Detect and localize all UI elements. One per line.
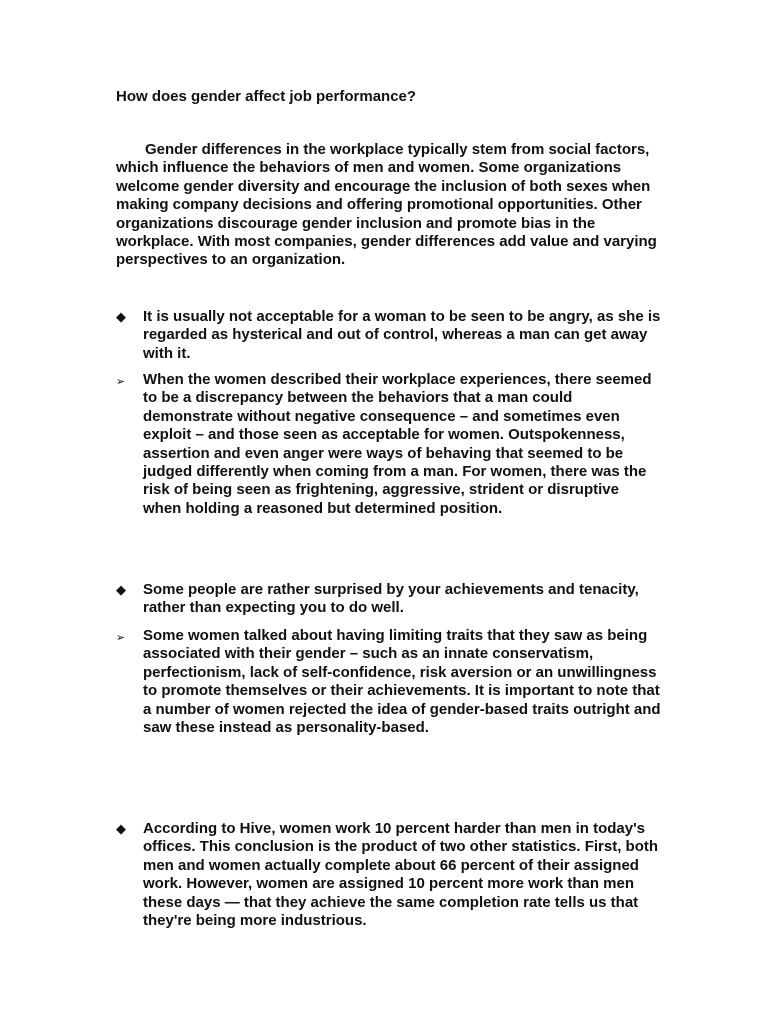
arrowhead-bullet-icon: ➢	[116, 375, 126, 388]
document-title: How does gender affect job performance?	[116, 88, 417, 105]
arrowhead-bullet-icon: ➢	[116, 631, 126, 644]
list-item	[116, 627, 661, 737]
list-item	[116, 371, 661, 518]
list-item-text: It is usually not acceptable for a woman to be seen to be angry, as she is regarded as hysterical and out of control, whereas a man can get away with it.	[143, 308, 661, 362]
list-item	[116, 820, 661, 930]
list-item-text: According to Hive, women work 10 percent harder than men in today's offices. This conclusion is the product of two other statistics. First, both men and women actually complete about 66 percent of their assigned work. However, women are assigned 10 percent more work than men these days — that they achieve the same completion rate tells us that they're being more industrious.	[143, 820, 659, 930]
list-item-text: When the women described their workplace experiences, there seemed to be a discrepancy between the behaviors that a man could demonstrate without negative consequence – and sometimes even exploit – and those seen as acceptable for women. Outspokenness, assertion and even anger were ways of behaving that seemed to be judged differently when coming from a man. For women, there was the risk of being seen as frightening, aggressive, strident or disruptive when holding a reasoned but determined position.	[143, 371, 652, 517]
list-item-text: Some women talked about having limiting traits that they saw as being associated with their gender – such as an innate conservatism, perfectionism, lack of self-confidence, risk aversion or an unwillingness to promote themselves or their achievements. It is important to note that a number of women rejected the idea of gender-based traits outright and saw these instead as personality-based.	[143, 627, 661, 737]
diamond-bullet-icon: ◆	[116, 310, 126, 325]
list-item-text: Some people are rather surprised by your achievements and tenacity, rather than expecting you to do well.	[143, 581, 639, 617]
list-item	[116, 581, 661, 618]
list-item	[116, 308, 661, 363]
diamond-bullet-icon: ◆	[116, 583, 126, 598]
diamond-bullet-icon: ◆	[116, 822, 126, 837]
intro-paragraph: Gender differences in the workplace typically stem from social factors, which influence the behaviors of men and women. Some organizations welcome gender diversity and encourage the inclusion of both sexes when making company decisions and offering promotional opportunities. Other organizations discourage gender inclusion and promote bias in the workplace. With most companies, gender differences add value and varying perspectives to an organization.	[116, 141, 657, 269]
